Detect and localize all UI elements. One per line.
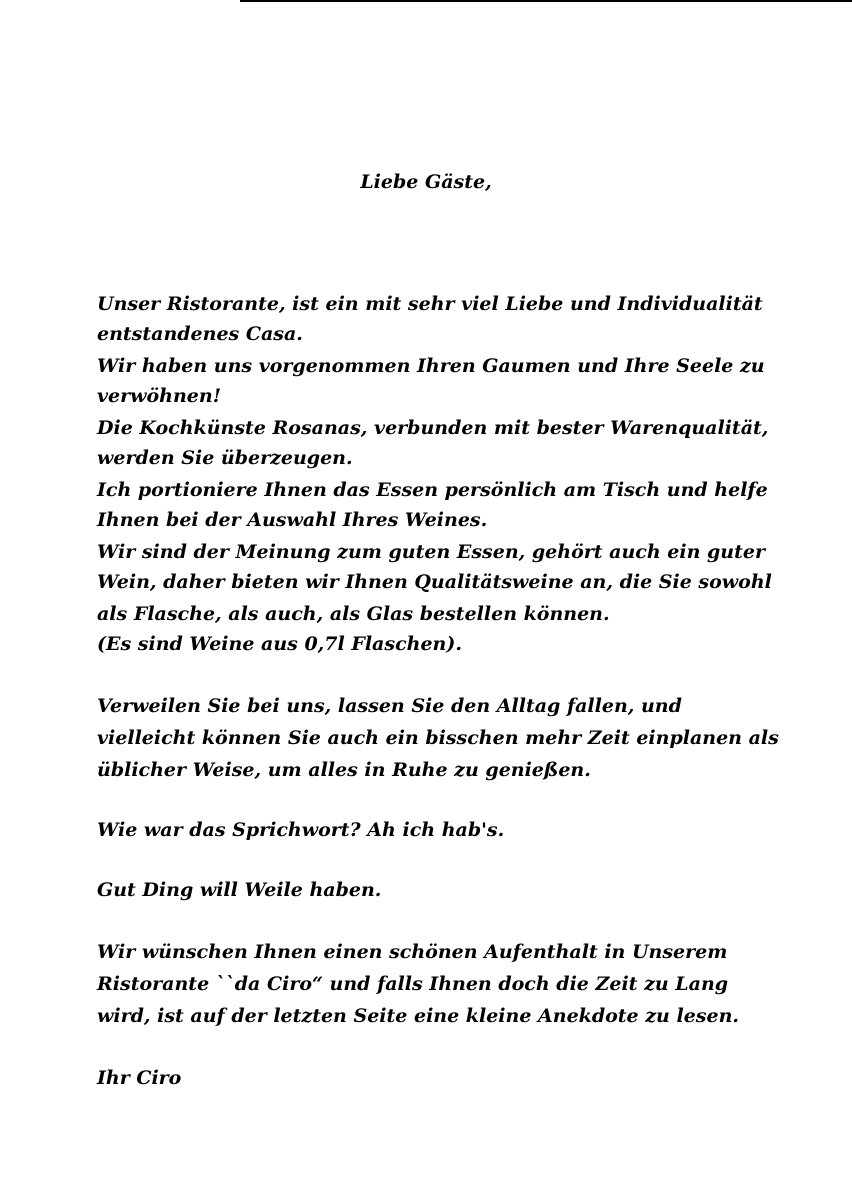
body-line: als Flasche, als auch, als Glas bestellen können. xyxy=(97,603,610,625)
body-line: Wir sind der Meinung zum guten Essen, gehört auch ein guter xyxy=(97,541,765,563)
signature: Ihr Ciro xyxy=(97,1067,182,1089)
body-line: Gut Ding will Weile haben. xyxy=(97,879,382,901)
body-line: (Es sind Weine aus 0,7l Flaschen). xyxy=(97,633,462,655)
body-line: üblicher Weise, um alles in Ruhe zu genießen. xyxy=(97,759,591,781)
body-line: Wir haben uns vorgenommen Ihren Gaumen und Ihre Seele zu xyxy=(97,355,765,377)
body-line: wird, ist auf der letzten Seite eine kleine Anekdote zu lesen. xyxy=(97,1005,740,1027)
body-line: Verweilen Sie bei uns, lassen Sie den Alltag fallen, und xyxy=(97,695,682,717)
body-line: Ristorante ``da Ciro“ und falls Ihnen doch die Zeit zu Lang xyxy=(97,973,729,995)
body-line: Wir wünschen Ihnen einen schönen Aufenthalt in Unserem xyxy=(97,941,728,963)
body-line: Wie war das Sprichwort? Ah ich hab's. xyxy=(97,819,505,841)
body-line: vielleicht können Sie auch ein bisschen mehr Zeit einplanen als xyxy=(97,727,779,749)
body-line: Ihnen bei der Auswahl Ihres Weines. xyxy=(97,509,488,531)
body-line: Ich portioniere Ihnen das Essen persönlich am Tisch und helfe xyxy=(97,479,768,501)
body-line: entstandenes Casa. xyxy=(97,323,303,345)
body-line: verwöhnen! xyxy=(97,385,222,407)
body-line: Unser Ristorante, ist ein mit sehr viel Liebe und Individualität xyxy=(97,293,763,315)
body-line: werden Sie überzeugen. xyxy=(97,447,353,469)
top-border-rule xyxy=(240,0,852,2)
greeting: Liebe Gäste, xyxy=(360,171,492,193)
body-line: Die Kochkünste Rosanas, verbunden mit bester Warenqualität, xyxy=(97,417,769,439)
body-line: Wein, daher bieten wir Ihnen Qualitätsweine an, die Sie sowohl xyxy=(97,571,772,593)
